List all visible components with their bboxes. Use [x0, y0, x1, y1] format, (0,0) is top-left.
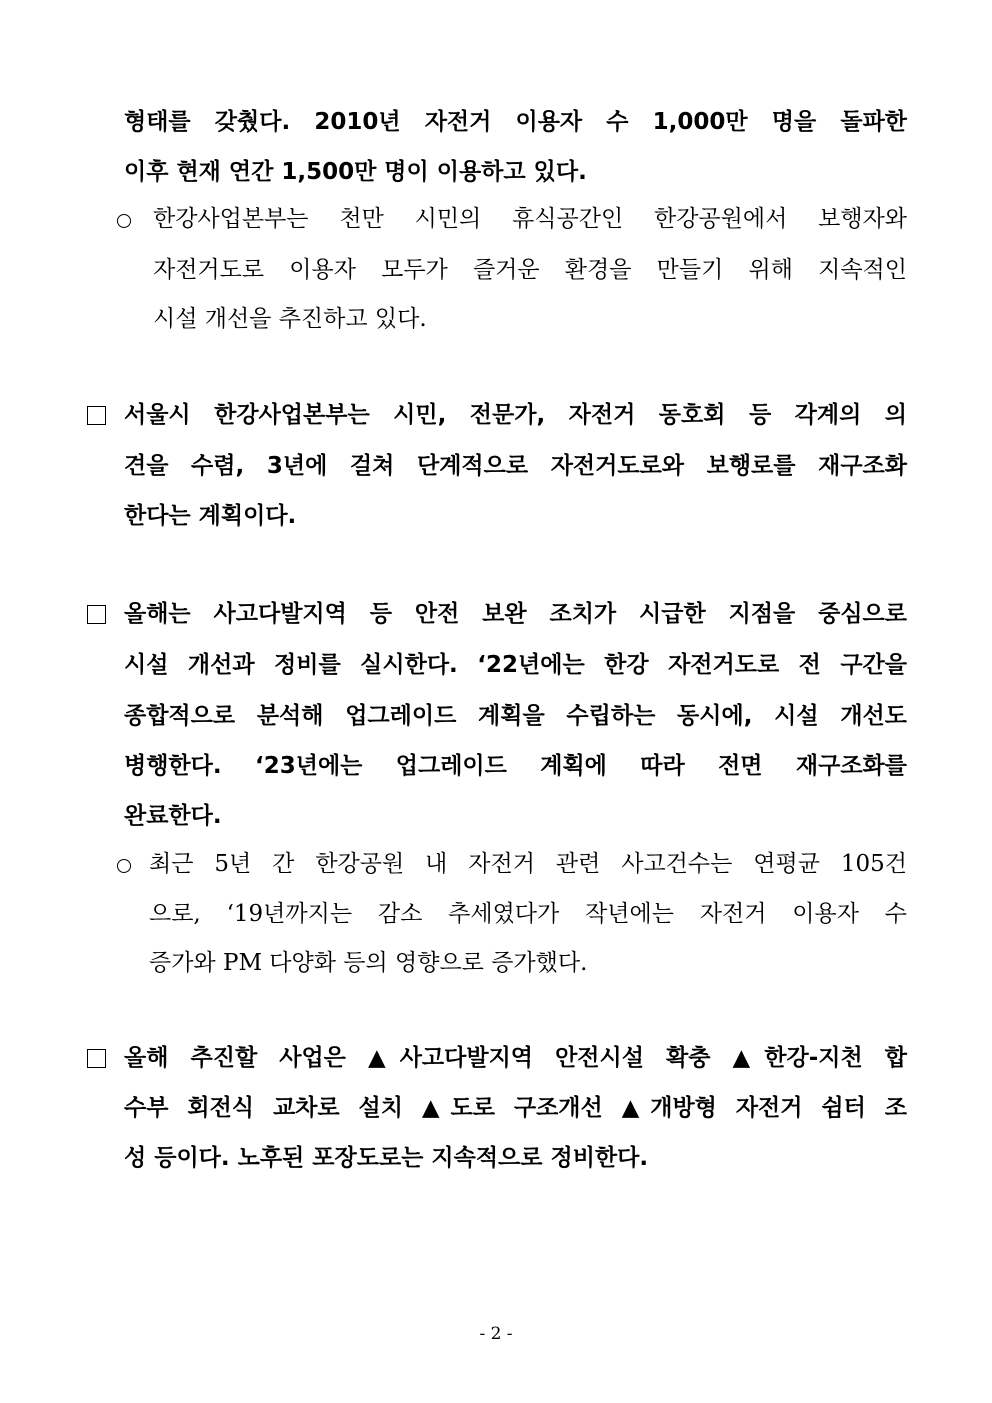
text-line: 성 등이다. 노후된 포장도로는 지속적으로 정비한다.: [124, 1145, 649, 1171]
circle-bullet-icon: [117, 214, 131, 228]
text-line: 형태를 갖췄다. 2010년 자전거 이용자 수 1,000만 명을 돌파한: [124, 109, 907, 135]
text-line: 종합적으로 분석해 업그레이드 계획을 수립하는 동시에, 시설 개선도: [124, 703, 907, 729]
text-line: 서울시 한강사업본부는 시민, 전문가, 자전거 동호회 등 각계의 의: [124, 402, 907, 428]
page-number: - 2 -: [479, 1324, 513, 1344]
text-line: 시설 개선과 정비를 실시한다. ‘22년에는 한강 자전거도로 전 구간을: [124, 652, 907, 678]
text-line: 한강사업본부는 천만 시민의 휴식공간인 한강공원에서 보행자와: [153, 206, 907, 232]
text-line: 으로, ‘19년까지는 감소 추세였다가 작년에는 자전거 이용자 수: [149, 901, 907, 927]
text-line: 이후 현재 연간 1,500만 명이 이용하고 있다.: [124, 159, 587, 185]
text-line: 병행한다. ‘23년에는 업그레이드 계획에 따라 전면 재구조화를: [124, 753, 907, 779]
text-line: 최근 5년 간 한강공원 내 자전거 관련 사고건수는 연평균 105건: [149, 851, 907, 877]
text-line: 올해 추진할 사업은 ▲사고다발지역 안전시설 확충 ▲한강-지천 합: [124, 1045, 907, 1071]
square-bullet-icon: [87, 605, 106, 624]
text-line: 완료한다.: [124, 803, 222, 829]
circle-bullet-icon: [117, 859, 131, 873]
text-line: 자전거도로 이용자 모두가 즐거운 환경을 만들기 위해 지속적인: [153, 257, 907, 283]
text-line: 견을 수렴, 3년에 걸쳐 단계적으로 자전거도로와 보행로를 재구조화: [124, 453, 907, 479]
text-line: 증가와 PM 다양화 등의 영향으로 증가했다.: [149, 950, 588, 976]
square-bullet-icon: [87, 1049, 106, 1068]
square-bullet-icon: [87, 406, 106, 425]
text-line: 올해는 사고다발지역 등 안전 보완 조치가 시급한 지점을 중심으로: [124, 601, 907, 627]
text-line: 시설 개선을 추진하고 있다.: [153, 306, 427, 332]
text-line: 한다는 계획이다.: [124, 503, 297, 529]
text-line: 수부 회전식 교차로 설치 ▲도로 구조개선 ▲개방형 자전거 쉼터 조: [124, 1095, 907, 1121]
